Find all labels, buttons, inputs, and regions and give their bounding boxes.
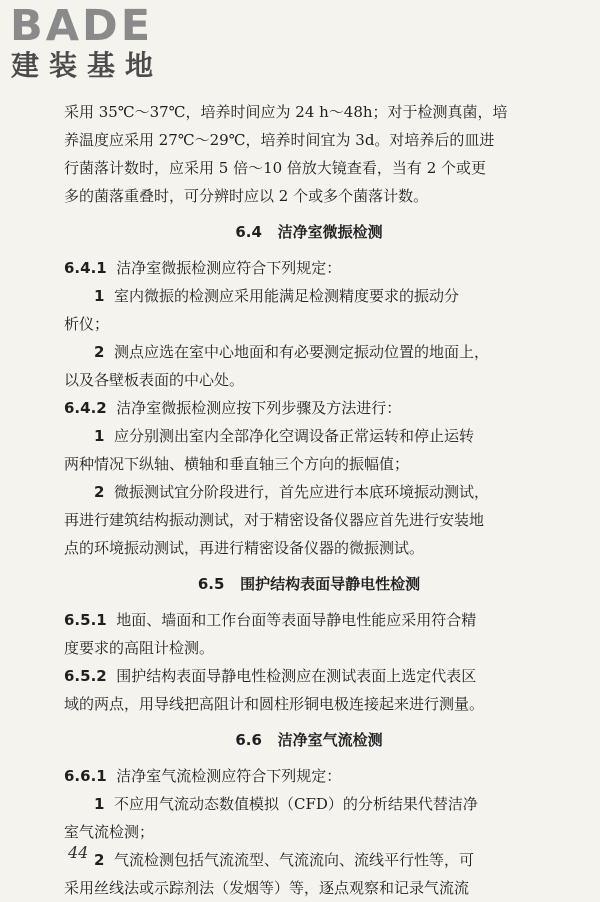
item-number: 2: [94, 343, 105, 361]
section-heading-6-4: [64, 218, 554, 246]
paragraph-line: 行菌落计数时，应采用 5 倍～10 倍放大镜查看，当有 2 个或更: [64, 159, 487, 177]
list-item: [64, 790, 554, 818]
paragraph-line: 域的两点，用导线把高阻计和圆柱形铜电极连接起来进行测量。: [64, 695, 485, 713]
page-number: 44: [68, 843, 89, 862]
item-number: 1: [94, 287, 105, 305]
item-text: 不应用气流动态数值模拟（CFD）的分析结果代替洁净: [113, 795, 478, 813]
section-heading-6-6: [64, 726, 554, 754]
clause-6-5-2: [64, 662, 554, 690]
clause-text: 围护结构表面导静电性检测应在测试表面上选定代表区: [116, 667, 477, 685]
item-text: 气流检测包括气流流型、气流流向、流线平行性等，可: [113, 851, 474, 869]
list-item: [64, 282, 554, 310]
paragraph-line: 两种情况下纵轴、横轴和垂直轴三个方向的振幅值；: [64, 455, 410, 473]
item-number: 2: [94, 851, 105, 869]
clause-6-4-1: [64, 254, 554, 282]
clause-text: 地面、墙面和工作台面等表面导静电性能应采用符合精: [116, 611, 477, 629]
clause-text: 洁净室气流检测应符合下列规定：: [116, 767, 342, 785]
clause-number: 6.5.2: [64, 667, 107, 685]
list-item: [64, 478, 554, 506]
section-title: 围护结构表面导静电性检测: [240, 575, 421, 593]
clause-number: 6.6.1: [64, 767, 107, 785]
clause-text: 洁净室微振检测应按下列步骤及方法进行：: [116, 399, 402, 417]
item-number: 1: [94, 427, 105, 445]
section-number: 6.5: [197, 575, 225, 593]
paragraph-line: 点的环境振动测试，再进行精密设备仪器的微振测试。: [64, 539, 425, 557]
list-item: [64, 338, 554, 366]
item-number: 1: [94, 795, 105, 813]
section-number: 6.4: [235, 223, 262, 241]
clause-6-6-1: [64, 762, 554, 790]
item-text: 应分别测出室内全部净化空调设备正常运转和停止运转: [113, 427, 474, 445]
paragraph-line: 度要求的高阻计检测。: [64, 639, 215, 657]
logo-word: BADE: [10, 1, 154, 51]
document-body: [64, 98, 554, 902]
clause-6-5-1: [64, 606, 554, 634]
list-item: [64, 422, 554, 450]
clause-number: 6.5.1: [64, 611, 107, 629]
paragraph-line: 以及各壁板表面的中心处。: [64, 371, 245, 389]
paragraph-line: 采用丝线法或示踪剂法（发烟等）等，逐点观察和记录气流流: [64, 879, 470, 897]
bade-logo: [10, 1, 180, 86]
clause-text: 洁净室微振检测应符合下列规定：: [116, 259, 342, 277]
item-text: 室内微振的检测应采用能满足检测精度要求的振动分: [113, 287, 459, 305]
item-text: 测点应选在室中心地面和有必要测定振动位置的地面上，: [113, 343, 489, 361]
paragraph-line: 再进行建筑结构振动测试，对于精密设备仪器应首先进行安装地: [64, 511, 485, 529]
paragraph-line: 多的菌落重叠时，可分辨时应以 2 个或多个菌落计数。: [64, 187, 429, 205]
paragraph-line: 养温度应采用 27℃～29℃，培养时间宜为 3d。对培养后的皿进: [64, 131, 495, 149]
logo-subtitle: 建装基地: [11, 49, 164, 82]
section-heading-6-5: [64, 570, 554, 598]
section-title: 洁净室微振检测: [277, 223, 383, 241]
item-number: 2: [94, 483, 105, 501]
item-text: 微振测试宜分阶段进行，首先应进行本底环境振动测试，: [113, 483, 489, 501]
list-item: [64, 846, 554, 874]
clause-6-4-2: [64, 394, 554, 422]
clause-number: 6.4.1: [64, 259, 107, 277]
section-number: 6.6: [235, 731, 262, 749]
paragraph-line: 采用 35℃～37℃，培养时间应为 24 h～48h；对于检测真菌，培: [64, 103, 508, 121]
clause-number: 6.4.2: [64, 399, 107, 417]
paragraph-line: 室气流检测；: [64, 823, 155, 841]
paragraph-line: 析仪；: [64, 315, 110, 333]
section-title: 洁净室气流检测: [277, 731, 383, 749]
